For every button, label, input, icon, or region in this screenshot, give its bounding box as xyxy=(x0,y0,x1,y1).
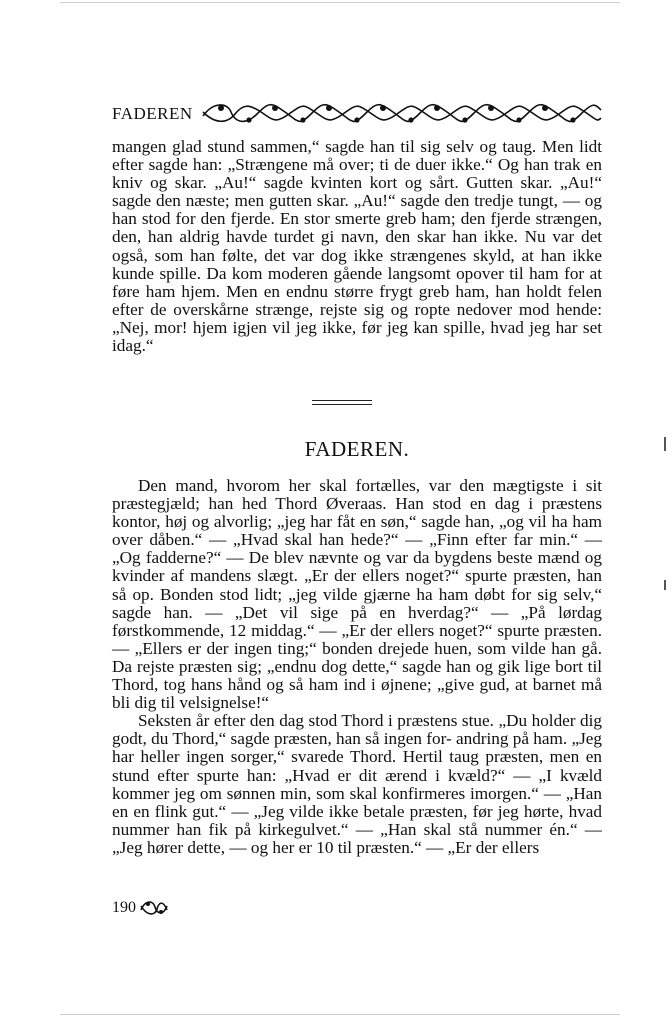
top-edge-line xyxy=(60,2,620,3)
chapter-body xyxy=(112,477,602,857)
paragraph-2: Seksten år efter den dag stod Thord i præstens stue. „Du holder dig godt, du Thord,“ sagde præsten, han så ingen for- andring på ham. „Jeg har heller ingen sorger,“ svarede Thord. Hertil taug præsten, men en stund efter spurte han: „Hvad er dit ærend i kvæld?“ — „I kvæld kommer jeg om sønnen min, som skal konfirmeres imorgen.“ — „Han en en flink gut.“ — „Jeg vilde ikke betale præsten, før jeg hørte, hvad nummer han fik på kirkegulvet.“ — „Han skal stå nummer én.“ — „Jeg hører dette, — og her er 10 til præsten.“ — „Er der ellers xyxy=(112,711,603,857)
bottom-edge-line xyxy=(60,1014,620,1015)
vine-scroll-ornament-icon xyxy=(201,102,603,126)
continuation-text xyxy=(112,138,602,355)
chapter-title: FADEREN. xyxy=(304,437,410,461)
leaf-scroll-ornament-icon xyxy=(139,898,169,918)
paragraph-1: Den mand, hvorom her skal fortælles, var den mægtigste i sit præstegjæld; han hed Thord Øveraas. Han stod en dag i præstens kontor, høj og alvorlig; „jeg har fåt en søn,“ sagde han, „og vil ha ham over dåben.“ — „Hvad skal han hede?“ — „Finn efter far min.“ — „Og fadderne?“ — De blev nævnte og var da bygdens beste mænd og kvinder af mandens slægt. „Er der ellers noget?“ spurte præsten, han så op. Bonden stod lidt; „jeg vilde gjærne ha ham døbt for sig selv,“ sagde han. — „Det vil sige på en hverdag?“ — „På lørdag førstkommende, 12 middag.“ — „Er der ellers noget?“ spurte præsten. — „Ellers er der ingen ting;“ bonden drejede huen, som vilde han gå. Da rejste præsten sig; „endnu dog dette,“ sagde han og gik lige bort til Thord, tog hans hånd og så ham ind i øjnene; „give gud, at barnet må bli dig til velsignelse!“ xyxy=(112,476,603,713)
scan-edge-mark xyxy=(664,580,666,590)
running-head xyxy=(112,101,612,127)
page-footer xyxy=(112,895,169,921)
running-head-title: FADEREN xyxy=(112,104,193,123)
continuation-paragraph: mangen glad stund sammen,“ sagde han til sig selv og taug. Men lidt efter sagde han: „Strængene må over; ti de duer ikke.“ Og han trak en kniv og skar. „Au!“ sagde kvinten kort og sårt. Gutten skar. „Au!“ sagde den næste; men gutten skar. „Au!“ sagde den tredje tungt, — og han stod for den fjerde. En stor smerte greb ham; den fjerde strængen, den, han aldrig havde turdet gi navn, den skar han ikke. Nu var det også, som han følte, det var dog ikke strængenes skyld, at han ikke kunde spille. Da kom moderen gående langsomt opover til ham for at føre ham hjem. Men en endnu større frygt greb ham, han holdt felen efter de overskårne strænge, rejste sig og ropte nedover mod hende: „Nej, mor! hjem igjen vil jeg ikke, før jeg kan spille, hvad jeg har set idag.“ xyxy=(112,137,603,356)
scan-edge-mark xyxy=(664,437,666,451)
page-number: 190 xyxy=(112,899,136,916)
section-divider xyxy=(312,400,372,408)
